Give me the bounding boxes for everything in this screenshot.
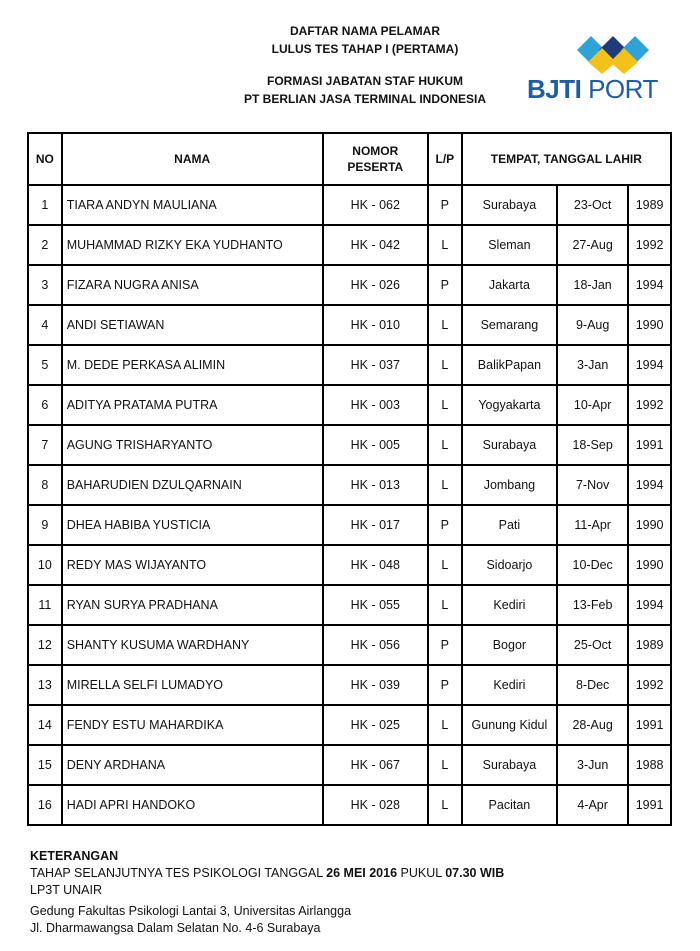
cell-tahun-lahir: 1988 (628, 745, 671, 785)
cell-tanggal-lahir: 11-Apr (557, 505, 628, 545)
cell-nama: DENY ARDHANA (62, 745, 323, 785)
logo-mark-icon (527, 30, 677, 74)
table-row (28, 625, 671, 665)
footer-address: Jl. Dharmawangsa Dalam Selatan No. 4-6 Surabaya (30, 921, 321, 935)
cell-tanggal-lahir: 10-Dec (557, 545, 628, 585)
header-no: NO (28, 133, 62, 185)
cell-no: 14 (28, 705, 62, 745)
cell-lp: L (428, 345, 462, 385)
header-lp: L/P (428, 133, 462, 185)
cell-tahun-lahir: 1994 (628, 585, 671, 625)
cell-lp: P (428, 265, 462, 305)
cell-lp: L (428, 785, 462, 825)
cell-tempat-lahir: BalikPapan (462, 345, 557, 385)
cell-lp: L (428, 745, 462, 785)
cell-lp: P (428, 505, 462, 545)
cell-no: 13 (28, 665, 62, 705)
table-row (28, 505, 671, 545)
cell-lp: P (428, 185, 462, 225)
header-nomor-label: NOMOR PESERTA (347, 144, 404, 174)
cell-no: 7 (28, 425, 62, 465)
logo-text-light: PORT (588, 74, 658, 104)
footer-heading: KETERANGAN (30, 849, 119, 863)
cell-no: 2 (28, 225, 62, 265)
cell-nomor-peserta: HK - 013 (323, 465, 428, 505)
cell-no: 9 (28, 505, 62, 545)
cell-no: 12 (28, 625, 62, 665)
cell-nama: MUHAMMAD RIZKY EKA YUDHANTO (62, 225, 323, 265)
cell-tanggal-lahir: 3-Jun (557, 745, 628, 785)
cell-lp: L (428, 705, 462, 745)
cell-nomor-peserta: HK - 003 (323, 385, 428, 425)
cell-nama: ANDI SETIAWAN (62, 305, 323, 345)
cell-nomor-peserta: HK - 048 (323, 545, 428, 585)
cell-nomor-peserta: HK - 028 (323, 785, 428, 825)
cell-tempat-lahir: Jakarta (462, 265, 557, 305)
cell-lp: L (428, 465, 462, 505)
cell-tanggal-lahir: 18-Jan (557, 265, 628, 305)
table-row (28, 665, 671, 705)
cell-tahun-lahir: 1990 (628, 305, 671, 345)
cell-no: 16 (28, 785, 62, 825)
cell-tahun-lahir: 1991 (628, 425, 671, 465)
cell-lp: P (428, 665, 462, 705)
cell-tempat-lahir: Jombang (462, 465, 557, 505)
logo-text-bold: BJTI (527, 74, 582, 104)
cell-tahun-lahir: 1989 (628, 185, 671, 225)
cell-nomor-peserta: HK - 025 (323, 705, 428, 745)
cell-tahun-lahir: 1994 (628, 345, 671, 385)
cell-tempat-lahir: Surabaya (462, 745, 557, 785)
cell-no: 5 (28, 345, 62, 385)
cell-tahun-lahir: 1991 (628, 785, 671, 825)
cell-nomor-peserta: HK - 056 (323, 625, 428, 665)
title-line-2: LULUS TES TAHAP I (PERTAMA) (271, 42, 459, 56)
footer-schedule-line (30, 865, 670, 882)
cell-tempat-lahir: Sidoarjo (462, 545, 557, 585)
cell-nama: ADITYA PRATAMA PUTRA (62, 385, 323, 425)
cell-no: 15 (28, 745, 62, 785)
cell-lp: L (428, 585, 462, 625)
cell-nomor-peserta: HK - 026 (323, 265, 428, 305)
table-row (28, 265, 671, 305)
table-row (28, 785, 671, 825)
cell-nama: MIRELLA SELFI LUMADYO (62, 665, 323, 705)
cell-nomor-peserta: HK - 017 (323, 505, 428, 545)
table-row (28, 545, 671, 585)
cell-nama: HADI APRI HANDOKO (62, 785, 323, 825)
document-titles (170, 22, 560, 108)
cell-nomor-peserta: HK - 042 (323, 225, 428, 265)
cell-lp: L (428, 305, 462, 345)
logo-wordmark (527, 74, 658, 105)
cell-tempat-lahir: Bogor (462, 625, 557, 665)
cell-tempat-lahir: Kediri (462, 665, 557, 705)
table-row (28, 705, 671, 745)
cell-no: 6 (28, 385, 62, 425)
table-row (28, 385, 671, 425)
cell-nomor-peserta: HK - 010 (323, 305, 428, 345)
cell-nomor-peserta: HK - 005 (323, 425, 428, 465)
cell-tanggal-lahir: 23-Oct (557, 185, 628, 225)
document-header (0, 0, 700, 130)
table-row (28, 425, 671, 465)
cell-nama: FENDY ESTU MAHARDIKA (62, 705, 323, 745)
cell-nomor-peserta: HK - 037 (323, 345, 428, 385)
schedule-date: 26 MEI 2016 (326, 866, 398, 880)
cell-tahun-lahir: 1991 (628, 705, 671, 745)
cell-nama: AGUNG TRISHARYANTO (62, 425, 323, 465)
cell-nama: M. DEDE PERKASA ALIMIN (62, 345, 323, 385)
cell-tahun-lahir: 1994 (628, 465, 671, 505)
header-tempat-tanggal-lahir: TEMPAT, TANGGAL LAHIR (462, 133, 671, 185)
cell-no: 4 (28, 305, 62, 345)
cell-tahun-lahir: 1992 (628, 665, 671, 705)
cell-no: 1 (28, 185, 62, 225)
cell-lp: L (428, 425, 462, 465)
cell-tempat-lahir: Surabaya (462, 425, 557, 465)
cell-tahun-lahir: 1992 (628, 225, 671, 265)
cell-tanggal-lahir: 7-Nov (557, 465, 628, 505)
title-line-4: PT BERLIAN JASA TERMINAL INDONESIA (243, 92, 486, 106)
cell-tempat-lahir: Gunung Kidul (462, 705, 557, 745)
cell-tahun-lahir: 1990 (628, 505, 671, 545)
footer-venue: LP3T UNAIR (30, 883, 103, 897)
cell-nomor-peserta: HK - 055 (323, 585, 428, 625)
table-row (28, 465, 671, 505)
cell-tahun-lahir: 1990 (628, 545, 671, 585)
cell-tanggal-lahir: 9-Aug (557, 305, 628, 345)
cell-tanggal-lahir: 28-Aug (557, 705, 628, 745)
cell-nama: DHEA HABIBA YUSTICIA (62, 505, 323, 545)
applicant-table (27, 132, 672, 826)
cell-nama: TIARA ANDYN MAULIANA (62, 185, 323, 225)
cell-lp: L (428, 225, 462, 265)
cell-tanggal-lahir: 18-Sep (557, 425, 628, 465)
cell-tempat-lahir: Sleman (462, 225, 557, 265)
cell-tempat-lahir: Kediri (462, 585, 557, 625)
title-line-1: DAFTAR NAMA PELAMAR (290, 24, 440, 38)
cell-lp: L (428, 545, 462, 585)
cell-nama: REDY MAS WIJAYANTO (62, 545, 323, 585)
table-row (28, 305, 671, 345)
table-row (28, 345, 671, 385)
cell-tahun-lahir: 1989 (628, 625, 671, 665)
table-row (28, 745, 671, 785)
cell-tanggal-lahir: 25-Oct (557, 625, 628, 665)
cell-tahun-lahir: 1994 (628, 265, 671, 305)
cell-lp: L (428, 385, 462, 425)
schedule-prefix: TAHAP SELANJUTNYA TES PSIKOLOGI TANGGAL (30, 866, 327, 880)
cell-tahun-lahir: 1992 (628, 385, 671, 425)
cell-tempat-lahir: Pati (462, 505, 557, 545)
cell-tanggal-lahir: 27-Aug (557, 225, 628, 265)
cell-nomor-peserta: HK - 039 (323, 665, 428, 705)
table-row (28, 225, 671, 265)
schedule-mid: PUKUL (397, 866, 446, 880)
table-header-row (28, 133, 671, 185)
table-row (28, 585, 671, 625)
cell-tanggal-lahir: 13-Feb (557, 585, 628, 625)
footer-notes (30, 848, 670, 937)
cell-no: 10 (28, 545, 62, 585)
cell-tempat-lahir: Semarang (462, 305, 557, 345)
cell-nama: RYAN SURYA PRADHANA (62, 585, 323, 625)
footer-building: Gedung Fakultas Psikologi Lantai 3, Universitas Airlangga (30, 904, 352, 918)
cell-tempat-lahir: Surabaya (462, 185, 557, 225)
cell-lp: P (428, 625, 462, 665)
cell-nama: BAHARUDIEN DZULQARNAIN (62, 465, 323, 505)
schedule-time: 07.30 WIB (445, 866, 505, 880)
header-nomor-peserta (323, 133, 428, 185)
cell-tanggal-lahir: 8-Dec (557, 665, 628, 705)
cell-nama: SHANTY KUSUMA WARDHANY (62, 625, 323, 665)
cell-tempat-lahir: Pacitan (462, 785, 557, 825)
cell-tempat-lahir: Yogyakarta (462, 385, 557, 425)
title-line-3: FORMASI JABATAN STAF HUKUM (267, 74, 463, 88)
cell-nomor-peserta: HK - 067 (323, 745, 428, 785)
table-row (28, 185, 671, 225)
cell-no: 3 (28, 265, 62, 305)
cell-nama: FIZARA NUGRA ANISA (62, 265, 323, 305)
cell-tanggal-lahir: 10-Apr (557, 385, 628, 425)
cell-tanggal-lahir: 4-Apr (557, 785, 628, 825)
cell-no: 11 (28, 585, 62, 625)
bjti-port-logo (527, 30, 677, 110)
cell-no: 8 (28, 465, 62, 505)
header-nama: NAMA (62, 133, 323, 185)
cell-nomor-peserta: HK - 062 (323, 185, 428, 225)
cell-tanggal-lahir: 3-Jan (557, 345, 628, 385)
